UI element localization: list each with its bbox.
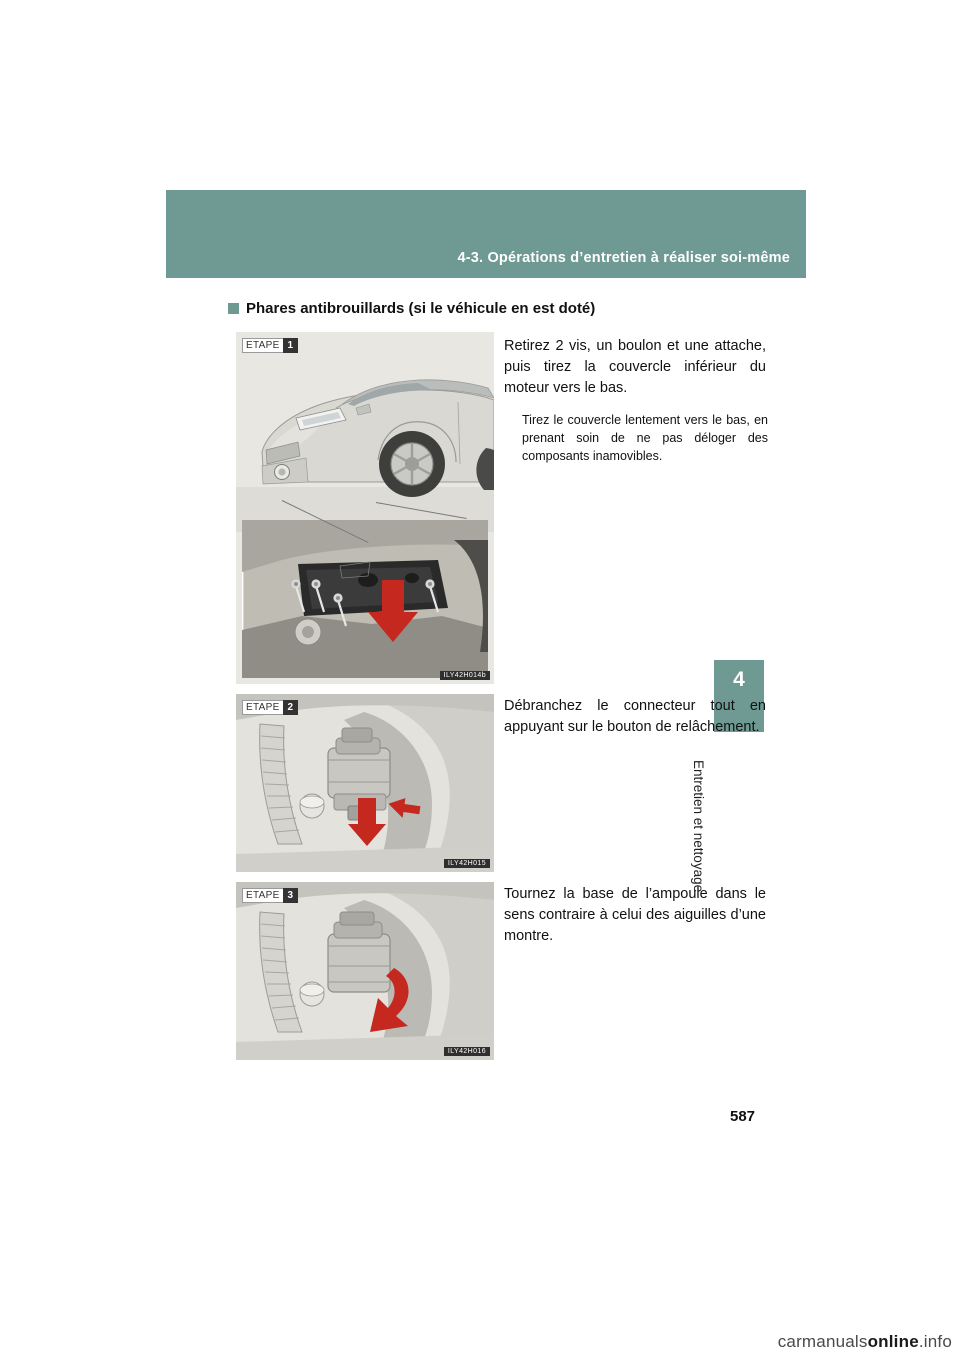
figure-step-2: [236, 694, 494, 872]
figure-step-3: [236, 882, 494, 1060]
step-badge-1: [242, 338, 298, 353]
figure-code-2: ILY42H015: [444, 859, 490, 868]
watermark-dark: online: [867, 1332, 919, 1351]
section-heading: [228, 300, 595, 317]
chapter-tab-number: 4: [733, 668, 745, 691]
watermark: [778, 1332, 952, 1352]
figure-code-1: ILY42H014b: [440, 671, 490, 680]
engine-undercover-illustration: [242, 520, 488, 678]
fog-lamp-connector-illustration: [236, 694, 494, 872]
step-1-note: Tirez le couvercle lentement vers le bas, en prenant soin de ne pas déloger des composants inamovibles.: [522, 413, 768, 463]
step-2-text: Débranchez le connecteur tout en appuyant sur le bouton de relâchement.: [504, 698, 766, 736]
bulb-rotation-illustration: [236, 882, 494, 1060]
step-3-text: Tournez la base de l’ampoule dans le sens contraire à celui des aiguilles d’une montre.: [504, 886, 766, 945]
figure-step-1: [236, 332, 494, 684]
bulb-base: [328, 912, 390, 992]
figure-code-3: ILY42H016: [444, 1047, 490, 1056]
watermark-light: carmanuals: [777, 1332, 868, 1351]
page-number: 587: [730, 1108, 756, 1125]
square-bullet-icon: [228, 303, 239, 314]
step-badge-number: 1: [283, 338, 299, 353]
step-badge-2: [242, 700, 298, 715]
step-badge-number: 2: [283, 700, 299, 715]
car-front-illustration: [236, 332, 494, 532]
page-header-band: [166, 190, 806, 278]
step-badge-3: [242, 888, 298, 903]
section-heading-text: Phares antibrouillards (si le véhicule en est doté): [246, 300, 596, 317]
chapter-tab-label: Entretien et nettoyage: [691, 760, 706, 893]
step-badge-number: 3: [283, 888, 299, 903]
watermark-suffix: .info: [918, 1332, 952, 1351]
step-badge-word: ETAPE: [242, 338, 283, 353]
step-badge-word: ETAPE: [242, 888, 283, 903]
step-badge-word: ETAPE: [242, 700, 283, 715]
page-header-title: 4-3. Opérations d’entretien à réaliser soi-même: [457, 250, 790, 266]
step-1-text: Retirez 2 vis, un boulon et une attache, puis tirez la couvercle inférieur du moteur vers le bas.: [504, 338, 766, 397]
